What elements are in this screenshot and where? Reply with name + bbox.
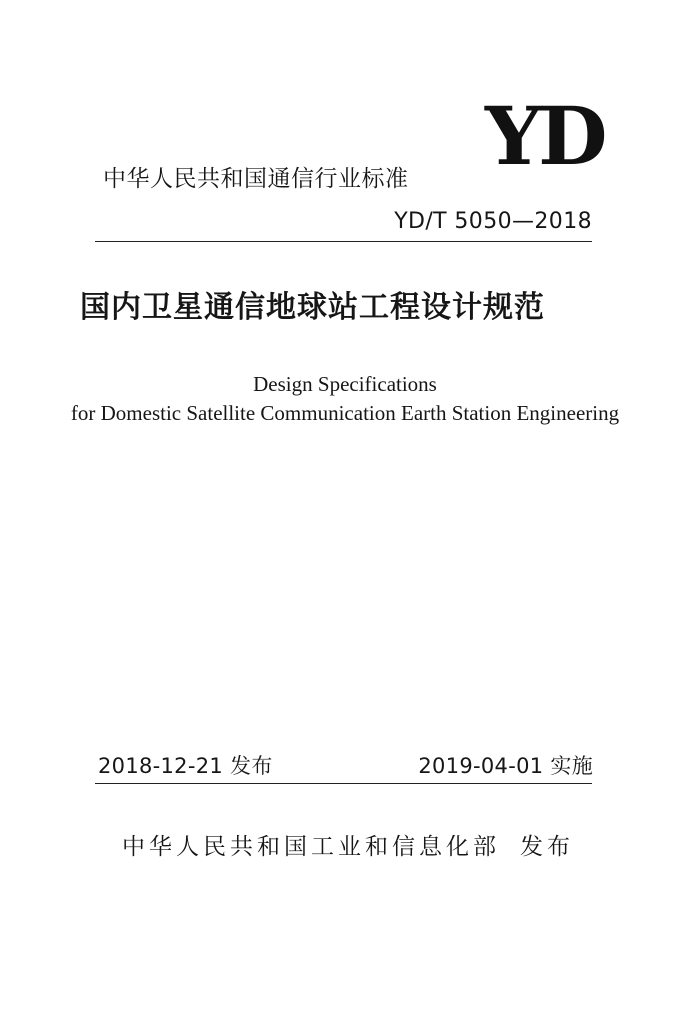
issue-date: 2018-12-21 发布 [98, 754, 273, 778]
publish-label: 发布 [520, 834, 574, 860]
document-title-chinese: 国内卫星通信地球站工程设计规范 [80, 290, 545, 325]
publisher-name: 中华人民共和国工业和信息化部 [122, 834, 500, 860]
document-title-english-line2: for Domestic Satellite Communication Earth Station Engineering [70, 401, 620, 425]
top-divider [95, 241, 592, 242]
yd-logo: YD [485, 89, 604, 183]
industry-standard-label: 中华人民共和国通信行业标准 [103, 166, 409, 192]
bottom-divider [95, 783, 592, 784]
standard-number: YD/T 5050—2018 [394, 209, 592, 234]
effective-date: 2019-04-01 实施 [418, 754, 593, 778]
document-title-english-line1: Design Specifications [253, 372, 437, 396]
